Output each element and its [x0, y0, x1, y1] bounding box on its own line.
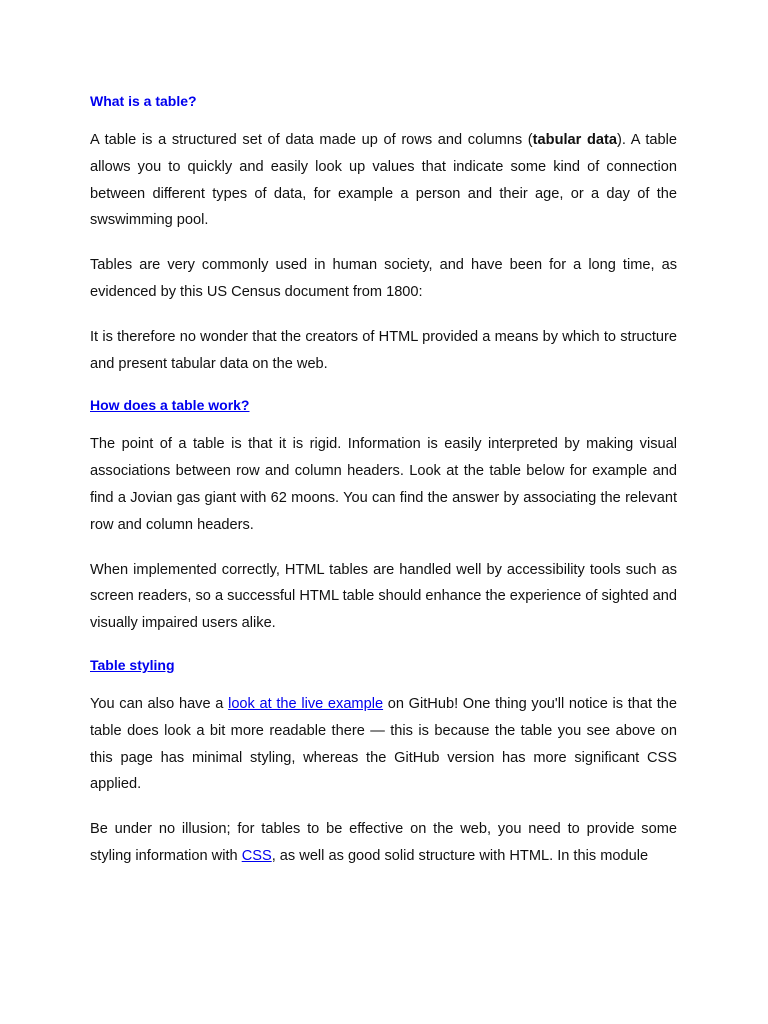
- paragraph-text: on GitHub! One thing you'll notice is that the table does look a bit more readable there — this is because the table you see above on this page has minimal styling, whereas the GitHub version has more significant CSS applied.: [90, 695, 678, 793]
- paragraph-accessibility: When implemented correctly, HTML tables are handled well by accessibility tools such as screen readers, so a successful HTML table should enhance the experience of sighted and visually impaired users alike.: [90, 561, 677, 632]
- heading-link-table-styling[interactable]: Table styling: [90, 656, 175, 673]
- bold-term-tabular-data: tabular data: [532, 132, 617, 148]
- link-live-example[interactable]: look at the live example: [228, 695, 384, 712]
- paragraph-text: Be under no illusion; for tables to be effective on the web, you need to provide some styling information with: [90, 821, 677, 864]
- section-table-styling: [90, 655, 677, 675]
- heading-what-is-a-table: What is a table?: [90, 93, 197, 109]
- paragraph-table-rigid: The point of a table is that it is rigid. Information is easily interpreted by making visual associations between row and column headers. Look at the table below for example and find a Jovian gas giant with 62 moons. You can find the answer by associating the relevant row and column headers.: [90, 436, 677, 533]
- heading-link-how-does-a-table-work[interactable]: How does a table work?: [90, 397, 250, 414]
- paragraph-text: You can also have a: [90, 695, 229, 712]
- paragraph-html-tables: It is therefore no wonder that the creators of HTML provided a means by which to structure and present tabular data on the web.: [90, 328, 677, 372]
- link-css[interactable]: CSS: [241, 847, 272, 864]
- section-how-does-a-table-work: [90, 395, 677, 415]
- paragraph-live-example: [90, 691, 677, 798]
- paragraph-text: A table is a structured set of data made up of rows and columns (: [90, 132, 533, 148]
- paragraph-tables-in-society: Tables are very commonly used in human society, and have been for a long time, as evidenced by this US Census document from 1800:: [90, 257, 677, 300]
- paragraph-text: , as well as good solid structure with HTML. In this module: [271, 847, 649, 864]
- paragraph-table-definition: [90, 127, 677, 234]
- paragraph-styling-info: [90, 816, 677, 870]
- paragraph-text: ). A table allows you to quickly and easily look up values that indicate some kind of connection between different types of data, for example a person and their age, or a day of the swswimming pool.: [90, 132, 678, 229]
- section-what-is-a-table: [90, 91, 677, 111]
